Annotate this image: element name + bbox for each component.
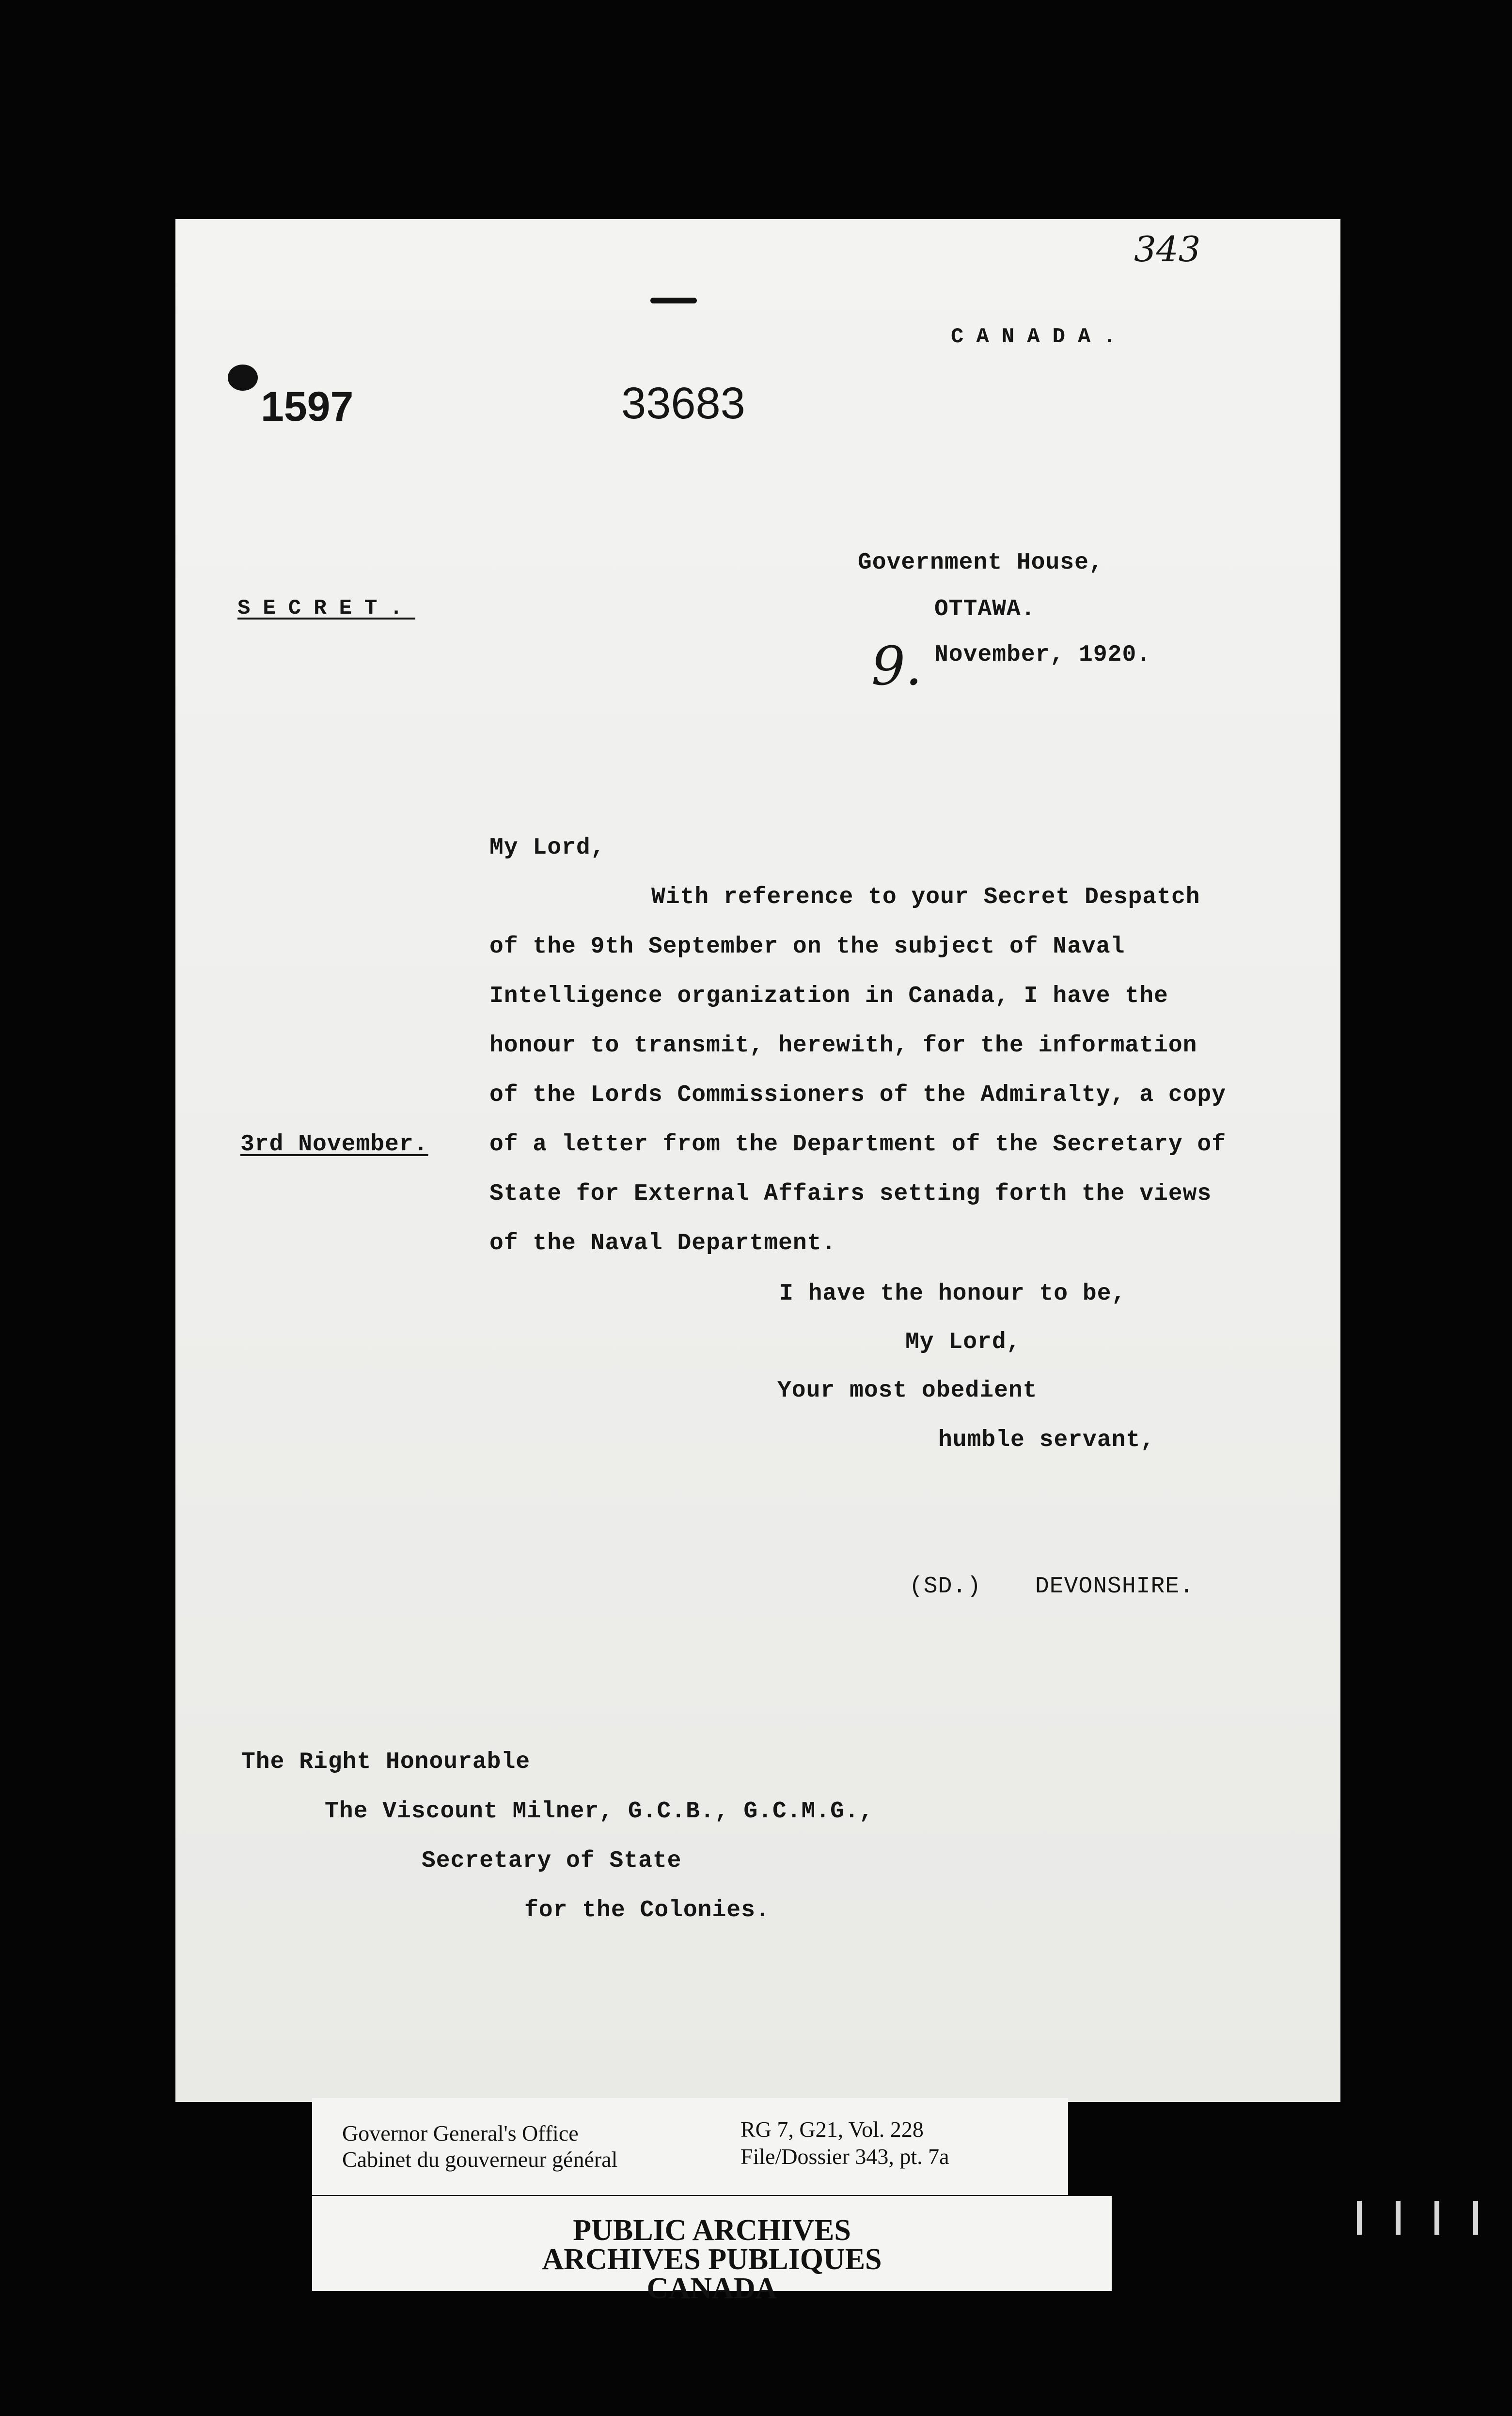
- body-line: State for External Affairs setting forth the views: [489, 1181, 1212, 1207]
- closing-line: I have the honour to be,: [779, 1281, 1126, 1307]
- address-line-1: Government House,: [858, 550, 1103, 576]
- signature: DEVONSHIRE.: [1035, 1574, 1194, 1600]
- body-line: of the Naval Department.: [489, 1230, 836, 1256]
- closing-line: humble servant,: [938, 1427, 1155, 1453]
- stamp-line-1: PUBLIC ARCHIVES: [573, 2214, 851, 2247]
- record-group-ref: RG 7, G21, Vol. 228: [740, 2117, 924, 2142]
- archive-reference-label: [312, 2098, 1068, 2195]
- addressee-line: The Right Honourable: [241, 1749, 531, 1775]
- stamp-line-3: CANADA: [646, 2272, 777, 2305]
- address-line-2: OTTAWA.: [934, 596, 1036, 622]
- registry-number: 33683: [621, 379, 745, 428]
- public-archives-stamp: [312, 2196, 1112, 2305]
- date-day-handwritten: 9.: [871, 635, 922, 697]
- film-edge-mark: [1396, 2201, 1401, 2235]
- salutation: My Lord,: [489, 835, 605, 861]
- body-line: of a letter from the Department of the Secretary of: [489, 1131, 1227, 1158]
- signature-prefix: (SD.): [909, 1574, 982, 1600]
- page-number: 343: [1134, 229, 1201, 270]
- stamp-line-2: ARCHIVES PUBLIQUES: [542, 2243, 882, 2276]
- office-name-fr: Cabinet du gouverneur général: [342, 2147, 618, 2172]
- body-line: With reference to your Secret Despatch: [651, 884, 1200, 910]
- ink-blot: [228, 365, 258, 391]
- file-ref-number: 1597: [261, 383, 354, 430]
- addressee-line: Secretary of State: [422, 1848, 682, 1874]
- body-line: of the Lords Commissioners of the Admiralty, a copy: [489, 1082, 1227, 1108]
- body-line: Intelligence organization in Canada, I have the: [489, 983, 1168, 1009]
- document-page: [175, 219, 1340, 2102]
- ink-mark: [650, 298, 697, 303]
- file-ref: File/Dossier 343, pt. 7a: [740, 2144, 949, 2169]
- margin-date-note: 3rd November.: [240, 1131, 428, 1158]
- body-line: of the 9th September on the subject of Naval: [489, 934, 1125, 960]
- addressee-line: The Viscount Milner, G.C.B., G.C.M.G.,: [325, 1798, 874, 1825]
- closing-line: My Lord,: [905, 1329, 1021, 1355]
- classification-label: SECRET.: [237, 596, 415, 620]
- closing-line: Your most obedient: [777, 1378, 1038, 1404]
- body-line: honour to transmit, herewith, for the information: [489, 1033, 1197, 1059]
- country-heading: CANADA.: [951, 325, 1129, 349]
- film-edge-mark: [1473, 2201, 1478, 2235]
- office-name-en: Governor General's Office: [342, 2121, 579, 2146]
- date-line: November, 1920.: [934, 642, 1151, 668]
- addressee-line: for the Colonies.: [524, 1897, 770, 1923]
- film-edge-mark: [1434, 2201, 1439, 2235]
- film-edge-mark: [1357, 2201, 1362, 2235]
